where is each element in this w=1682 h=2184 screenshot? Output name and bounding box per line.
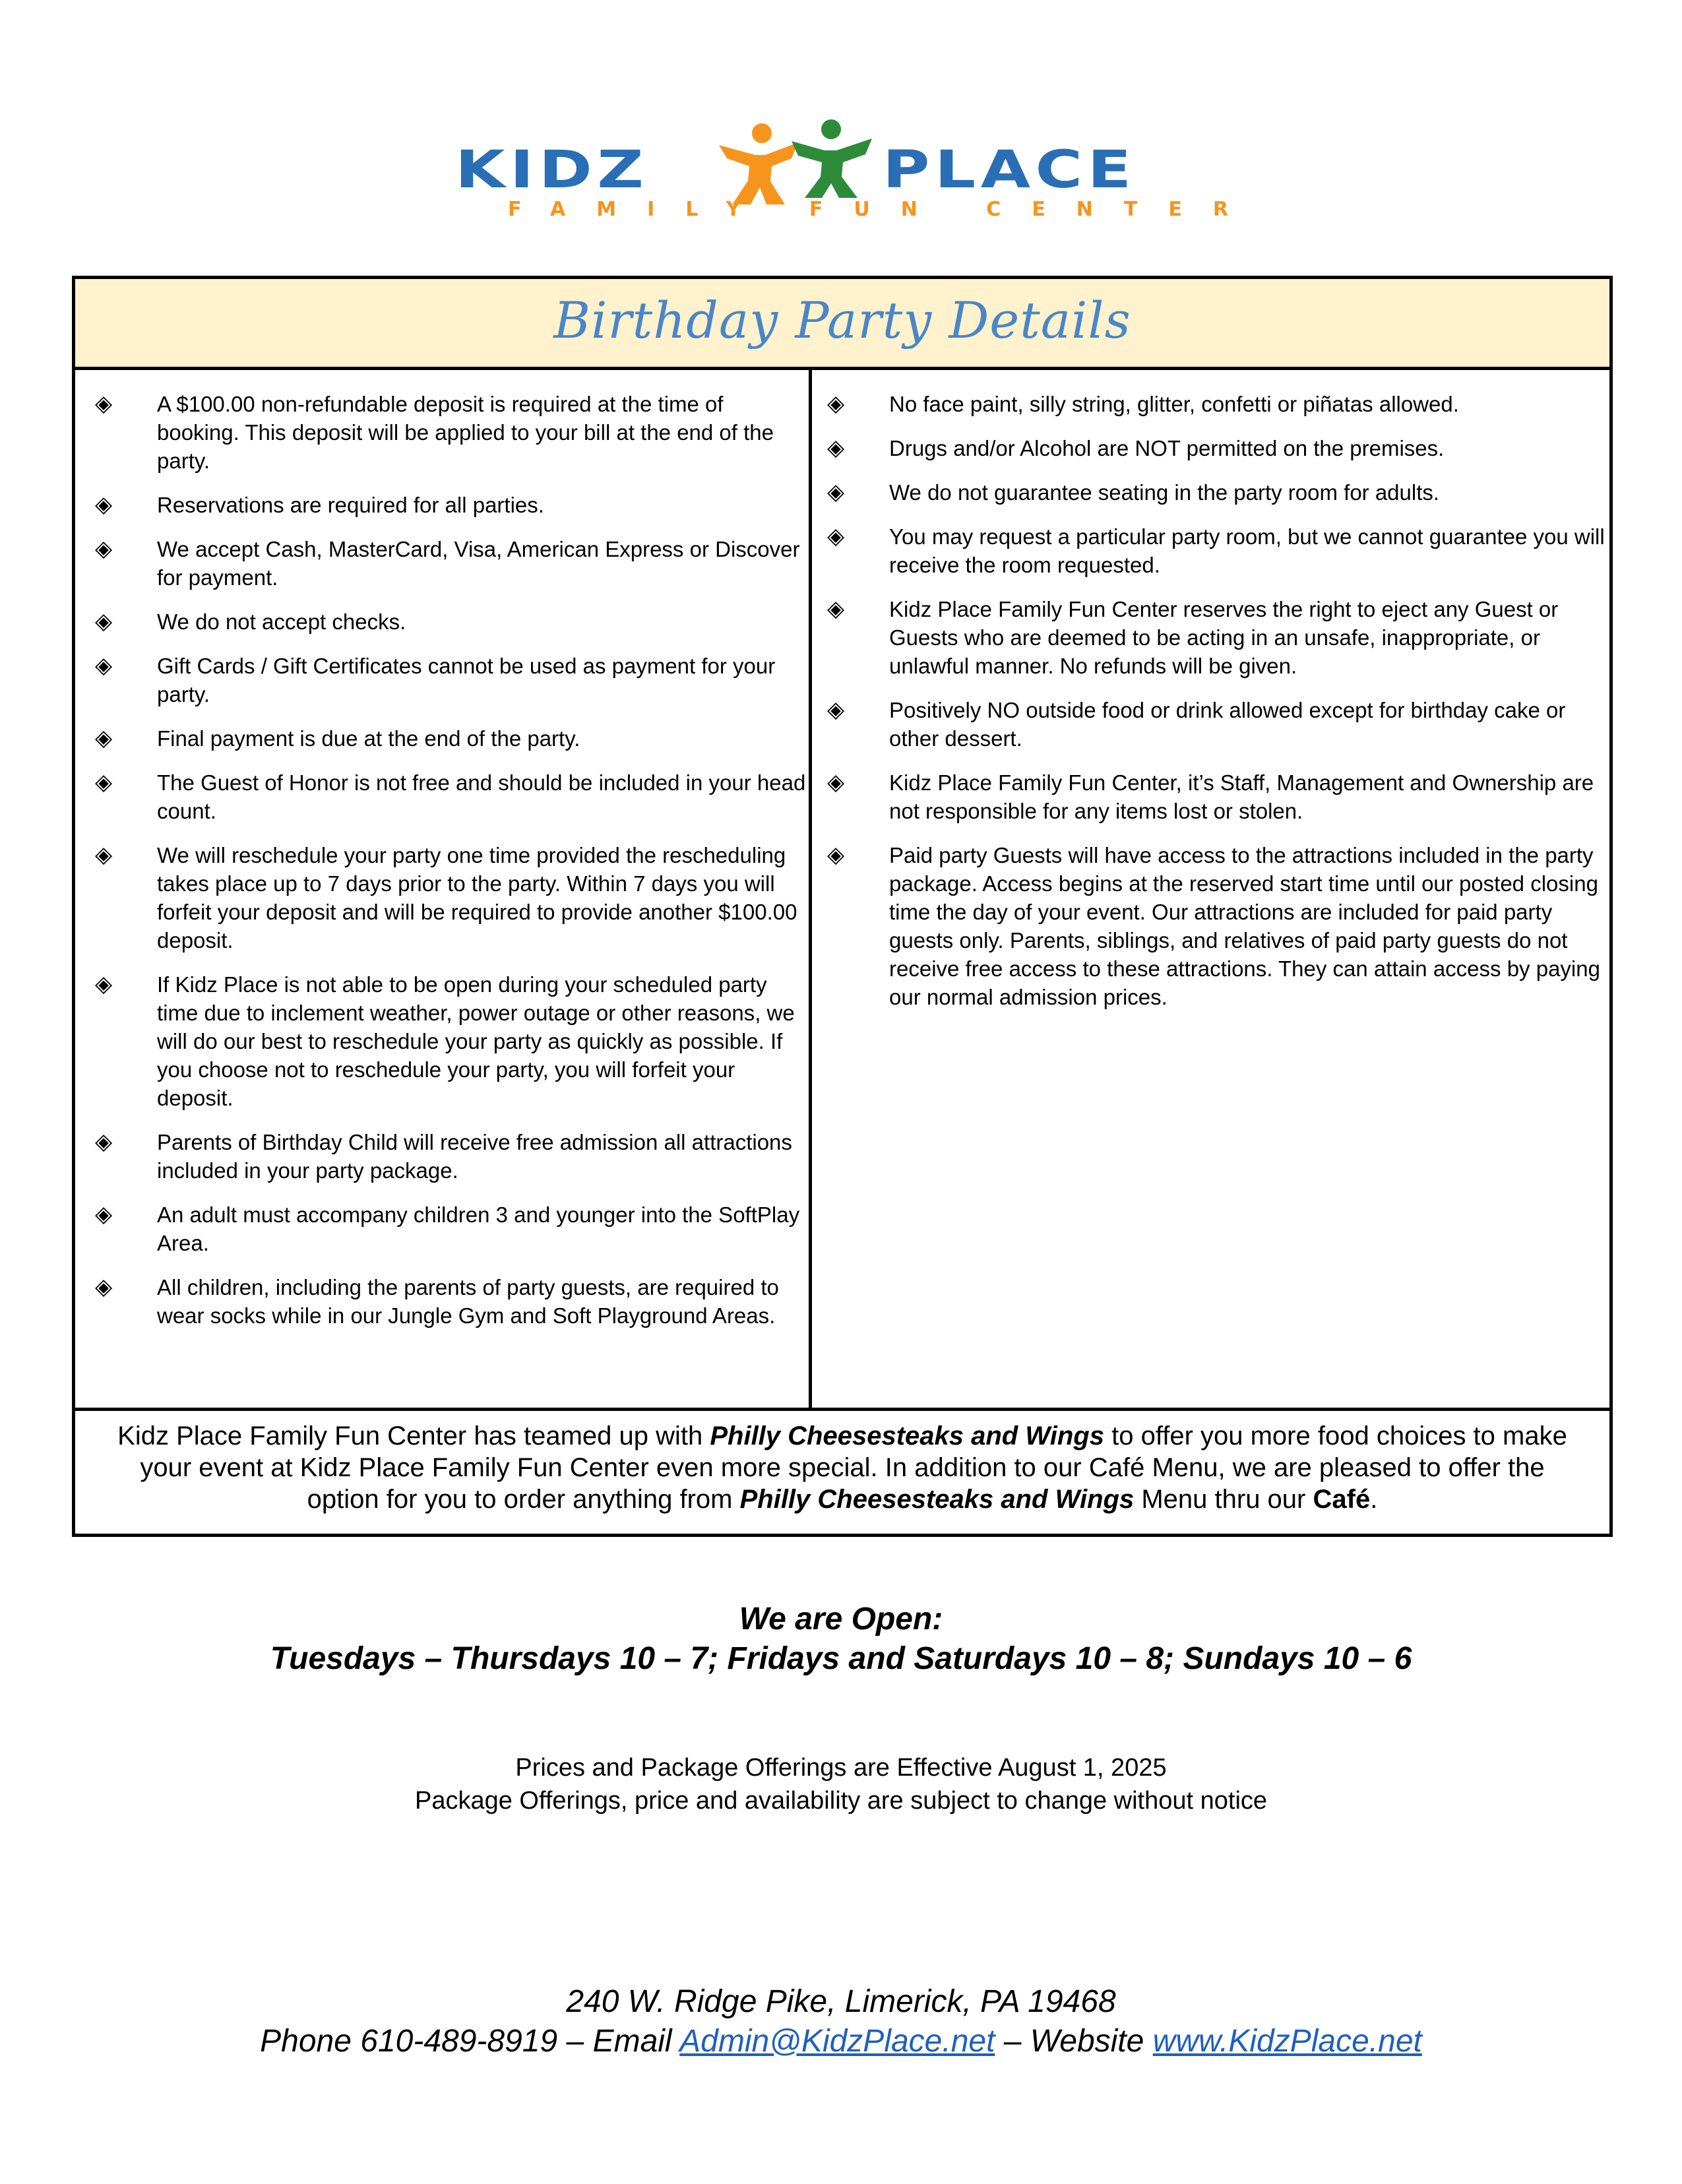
- rule-item: [827, 768, 1605, 825]
- rule-text: An adult must accompany children 3 and younger into the SoftPlay Area.: [157, 1202, 800, 1255]
- rule-text: Gift Cards / Gift Certificates cannot be used as payment for your party.: [157, 654, 776, 706]
- diamond-bullet-icon: ◈: [827, 697, 845, 722]
- partner-text: .: [1370, 1485, 1378, 1514]
- rule-text: A $100.00 non-refundable deposit is required at the time of booking. This deposit will be applied to your bill at the end of the party.: [157, 392, 774, 473]
- rule-text: Reservations are required for all parties.: [157, 493, 544, 517]
- hours-heading: We are Open:: [739, 1602, 943, 1637]
- partner-text: Kidz Place Family Fun Center has teamed up with: [117, 1421, 710, 1451]
- kidz-place-logo: [455, 119, 1259, 231]
- partner-line-2: your event at Kidz Place Family Fun Center even more special. In addition to our Café Menu, we are pleased to offer the: [140, 1453, 1545, 1482]
- diamond-bullet-icon: ◈: [827, 770, 845, 795]
- change-disclaimer: Package Offerings, price and availability are subject to change without notice: [414, 1787, 1268, 1815]
- partner-text: Menu thru our: [1134, 1485, 1313, 1514]
- left-rules-list: [95, 390, 807, 1330]
- kids-figures-icon: [693, 119, 890, 204]
- phone-text: Phone 610-489-8919 – Email: [260, 2024, 680, 2059]
- rule-text: You may request a particular party room, but we cannot guarantee you will receive the room requested.: [889, 524, 1605, 577]
- rule-item: [95, 1273, 807, 1330]
- pricing-notes: [0, 1751, 1682, 1817]
- details-header: [75, 279, 1609, 370]
- logo-word-kidz: KIDZ: [455, 140, 649, 200]
- rule-text: We will reschedule your party one time provided the rescheduling takes place up to 7 days prior to the party. Within 7 days you will forfeit your deposit and will be required to provide another $100.00 deposit.: [157, 843, 797, 952]
- rule-item: [95, 608, 807, 636]
- party-details-table: [72, 276, 1613, 1537]
- rule-item: [827, 841, 1605, 1011]
- rule-item: [827, 696, 1605, 753]
- partner-note: [75, 1412, 1609, 1515]
- rule-item: [95, 491, 807, 519]
- partner-line-1: [75, 1420, 1609, 1452]
- partner-text: to offer you more food choices to make: [1104, 1421, 1567, 1451]
- rule-item: [95, 768, 807, 825]
- diamond-bullet-icon: ◈: [827, 435, 845, 460]
- right-rules-column: [827, 390, 1605, 1027]
- rule-text: If Kidz Place is not able to be open during your scheduled party time due to inclement weather, power outage or other reasons, we will do our best to reschedule your party as quickly as possible. If you choose not to reschedule your party, you will forfeit your deposit.: [157, 972, 795, 1110]
- rule-item: [827, 522, 1605, 579]
- diamond-bullet-icon: ◈: [95, 609, 113, 634]
- rule-item: [827, 390, 1605, 418]
- diamond-bullet-icon: ◈: [95, 492, 113, 517]
- contact-info: [0, 1982, 1682, 2061]
- rule-item: [827, 478, 1605, 507]
- rule-text: Positively NO outside food or drink allowed except for birthday cake or other dessert.: [889, 698, 1566, 751]
- rule-item: [95, 724, 807, 753]
- rule-text: The Guest of Honor is not free and should be included in your head count.: [157, 770, 806, 823]
- diamond-bullet-icon: ◈: [95, 726, 113, 751]
- rule-text: Parents of Birthday Child will receive free admission all attractions included in your party package.: [157, 1130, 792, 1183]
- diamond-bullet-icon: ◈: [827, 842, 845, 867]
- rule-item: [95, 1201, 807, 1257]
- diamond-bullet-icon: ◈: [95, 1129, 113, 1154]
- diamond-bullet-icon: ◈: [95, 391, 113, 416]
- address: 240 W. Ridge Pike, Limerick, PA 19468: [566, 1984, 1116, 2019]
- partner-name: Philly Cheesesteaks and Wings: [739, 1485, 1135, 1514]
- website-link[interactable]: www.KidzPlace.net: [1152, 2024, 1422, 2059]
- partner-text: option for you to order anything from: [307, 1485, 740, 1514]
- diamond-bullet-icon: ◈: [827, 596, 845, 621]
- rule-text: We do not guarantee seating in the party room for adults.: [889, 480, 1440, 505]
- opening-hours: [0, 1600, 1682, 1679]
- rule-text: No face paint, silly string, glitter, confetti or piñatas allowed.: [889, 392, 1459, 416]
- diamond-bullet-icon: ◈: [95, 770, 113, 795]
- rule-text: Kidz Place Family Fun Center, it’s Staff, Management and Ownership are not responsible for any items lost or stolen.: [889, 770, 1594, 823]
- rule-text: All children, including the parents of party guests, are required to wear socks while in our Jungle Gym and Soft Playground Areas.: [157, 1275, 779, 1328]
- rule-item: [95, 390, 807, 475]
- rule-text: Final payment is due at the end of the party.: [157, 726, 580, 751]
- column-divider: [809, 370, 812, 1411]
- hours-schedule: Tuesdays – Thursdays 10 – 7; Fridays and Saturdays 10 – 8; Sundays 10 – 6: [270, 1641, 1412, 1676]
- effective-date-note: Prices and Package Offerings are Effective August 1, 2025: [515, 1754, 1167, 1782]
- logo-word-place: PLACE: [883, 140, 1137, 200]
- rule-text: We accept Cash, MasterCard, Visa, American Express or Discover for payment.: [157, 537, 800, 590]
- left-rules-column: [95, 390, 807, 1346]
- cafe-name: Café: [1313, 1485, 1371, 1514]
- diamond-bullet-icon: ◈: [95, 842, 113, 867]
- logo-subtitle: FAMILY FUN CENTER: [508, 198, 1259, 221]
- diamond-bullet-icon: ◈: [827, 480, 845, 505]
- email-link[interactable]: Admin@KidzPlace.net: [679, 2024, 995, 2059]
- contact-line: [0, 2022, 1682, 2061]
- partner-line-3: [75, 1483, 1609, 1515]
- diamond-bullet-icon: ◈: [827, 524, 845, 549]
- diamond-bullet-icon: ◈: [95, 972, 113, 997]
- rule-text: Paid party Guests will have access to the attractions included in the party package. Access begins at the reserved start time until our posted closing time the day of your event. Our attractions are included for paid party guests only. Parents, siblings, and relatives of paid party guests do not receive free access to these attractions. They can attain access by paying our normal admission prices.: [889, 843, 1600, 1009]
- website-label: – Website: [995, 2024, 1153, 2059]
- rule-item: [95, 1128, 807, 1185]
- diamond-bullet-icon: ◈: [95, 1202, 113, 1227]
- rule-item: [95, 535, 807, 592]
- right-rules-list: [827, 390, 1605, 1011]
- partner-divider: [75, 1408, 1609, 1411]
- rule-text: Kidz Place Family Fun Center reserves the right to eject any Guest or Guests who are deemed to be acting in an unsafe, inappropriate, or unlawful manner. No refunds will be given.: [889, 597, 1559, 678]
- rule-text: Drugs and/or Alcohol are NOT permitted on the premises.: [889, 436, 1445, 460]
- diamond-bullet-icon: ◈: [95, 536, 113, 561]
- details-title: Birthday Party Details: [553, 291, 1131, 350]
- partner-name: Philly Cheesesteaks and Wings: [710, 1421, 1104, 1451]
- diamond-bullet-icon: ◈: [827, 391, 845, 416]
- rule-item: [95, 652, 807, 708]
- rule-item: [95, 970, 807, 1112]
- rule-item: [95, 841, 807, 954]
- rule-item: [827, 595, 1605, 680]
- rule-item: [827, 434, 1605, 462]
- rule-text: We do not accept checks.: [157, 609, 406, 634]
- diamond-bullet-icon: ◈: [95, 1274, 113, 1299]
- diamond-bullet-icon: ◈: [95, 653, 113, 678]
